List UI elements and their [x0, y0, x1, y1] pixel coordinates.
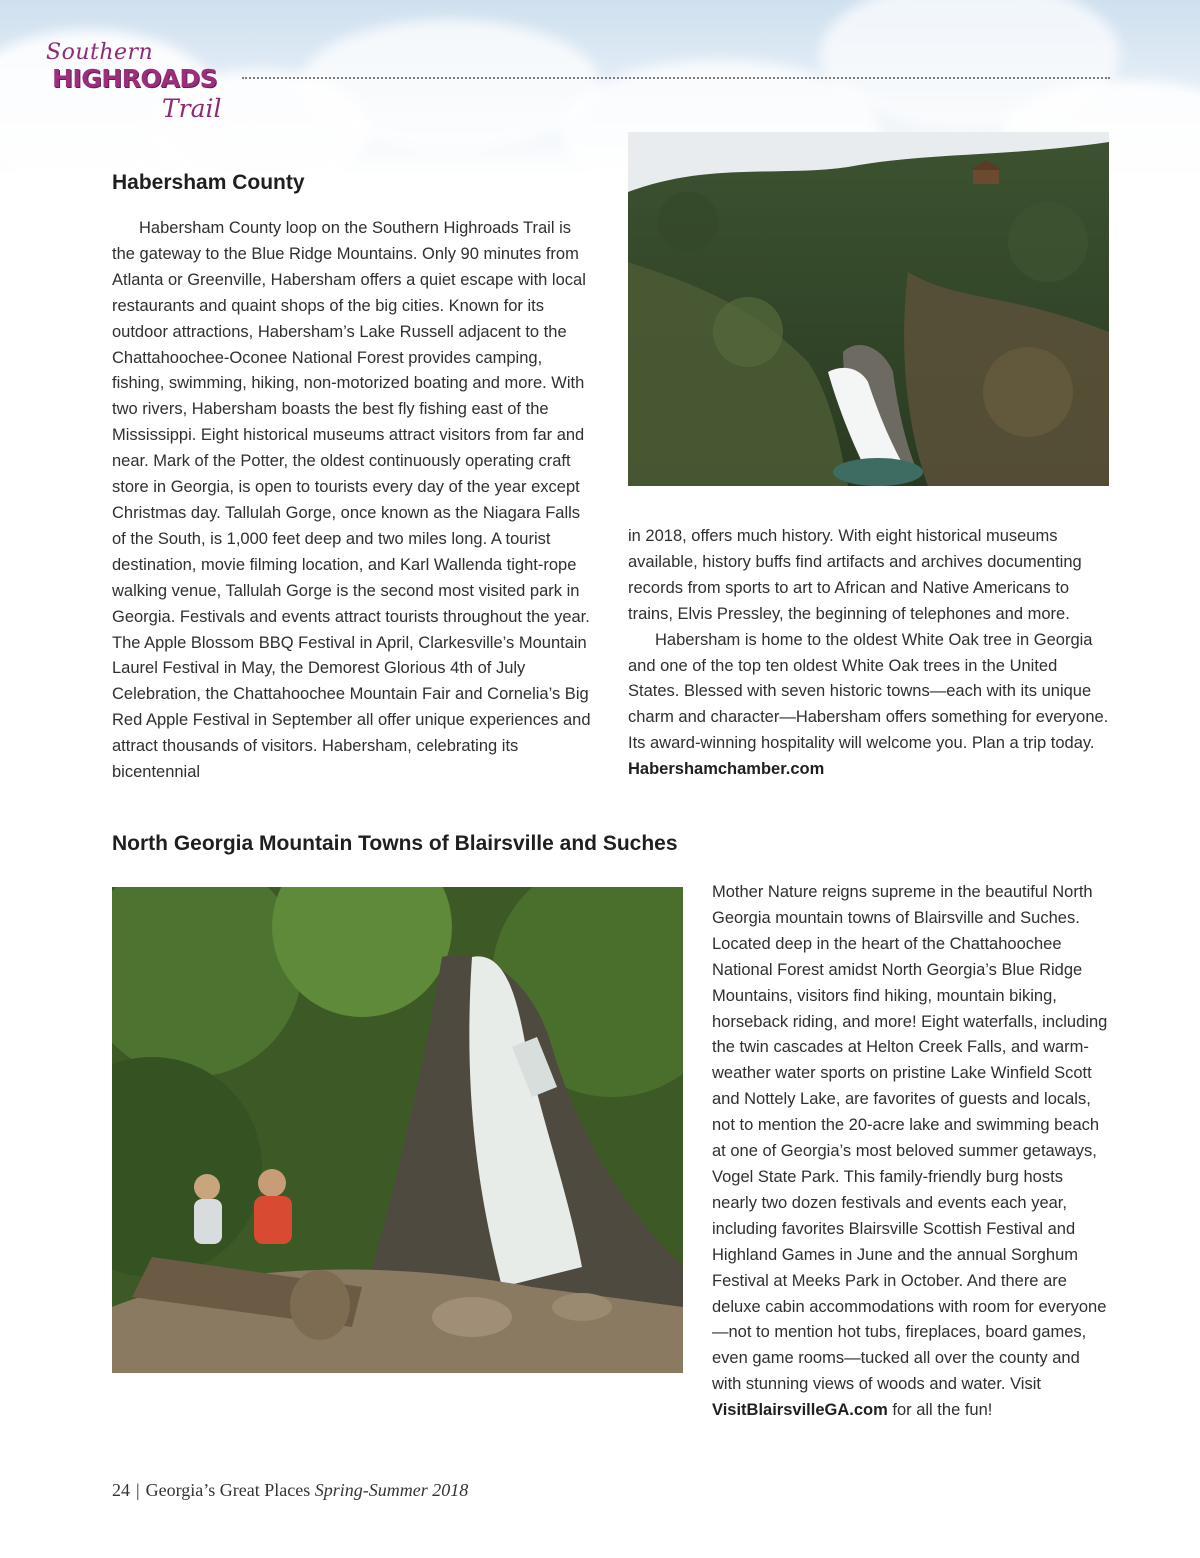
waterfall-illustration — [112, 887, 683, 1373]
section-heading-blairsville: North Georgia Mountain Towns of Blairsville and Suches — [112, 832, 678, 855]
habersham-paragraph-3 — [628, 628, 1110, 783]
visit-blairsville-link[interactable]: VisitBlairsvilleGA.com — [712, 1401, 888, 1420]
habersham-paragraph-1: Habersham County loop on the Southern Highroads Trail is the gateway to the Blue Ridge Mountains. Only 90 minutes from Atlanta or Greenville, Habersham offers a quiet escape with local restaurants and quaint shops of the big cities. Known for its outdoor attractions, Habersham’s Lake Russell adjacent to the Chattahoochee-Oconee National Forest provides camping, fishing, swimming, hiking, non-motorized boating and more. With two rivers, Habersham boasts the best fly fishing east of the Mississippi. Eight historical museums attract visitors from far and near. Mark of the Potter, the oldest continuously operating craft store in Georgia, is open to tourists every day of the year except Christmas day. Tallulah Gorge, once known as the Niagara Falls of the South, is 1,000 feet deep and two miles long. A tourist destination, movie filming location, and Karl Wallenda tight-rope walking venue, Tallulah Gorge is the second most visited park in Georgia. Festivals and events attract tourists throughout the year. The Apple Blossom BBQ Festival in April, Clarkesville’s Mountain Laurel Festival in May, the Demorest Glorious 4th of July Celebration, the Chattahoochee Mountain Fair and Cornelia’s Big Red Apple Festival in September all offer unique experiences and attract thousands of visitors. Habersham, celebrating its bicentennial — [112, 219, 591, 782]
habersham-paragraph-3-text: Habersham is home to the oldest White Oak tree in Georgia and one of the top ten oldest White Oak trees in the United States. Blessed with seven historic towns—each with its unique charm and character—Habersham offers something for everyone. Its award-winning hospitality will welcome you. Plan a trip today. — [628, 630, 1109, 753]
logo-script-top: Southern — [46, 40, 154, 65]
header-dotted-divider — [242, 77, 1110, 79]
southern-highroads-trail-logo — [38, 40, 253, 145]
helton-creek-falls-photo — [112, 887, 683, 1373]
habersham-chamber-link[interactable]: Habershamchamber.com — [628, 760, 825, 779]
page-number: 24 — [112, 1480, 130, 1500]
section-heading-habersham: Habersham County — [112, 171, 305, 194]
logo-script-bottom: Trail — [162, 94, 222, 123]
tallulah-gorge-illustration — [628, 132, 1109, 486]
logo-main-text: HIGHROADS — [52, 64, 218, 93]
blairsville-paragraph-end: for all the fun! — [892, 1401, 993, 1420]
tallulah-gorge-photo — [628, 132, 1109, 486]
footer-separator: | — [136, 1480, 140, 1500]
blairsville-paragraph — [712, 880, 1112, 1424]
page-footer — [112, 1480, 468, 1501]
habersham-column-2 — [628, 524, 1110, 783]
overlook-structure — [973, 170, 999, 184]
publication-name: Georgia’s Great Places — [145, 1480, 311, 1500]
cloud-shape — [300, 20, 600, 150]
habersham-paragraph-2: in 2018, offers much history. With eight historical museums available, history buffs find artifacts and archives documenting records from sports to art to African and Native Americans to trains, Elvis Pressley, the beginning of telephones and more. — [628, 527, 1082, 623]
blairsville-paragraph-text: Mother Nature reigns supreme in the beautiful North Georgia mountain towns of Blairsville and Suches. Located deep in the heart of the Chattahoochee National Forest amidst North Georgia’s Blue Ridge Mountains, visitors find hiking, mountain biking, horseback riding, and more! Eight waterfalls, including the twin cascades at Helton Creek Falls, and warm-weather water sports on pristine Lake Winfield Scott and Nottely Lake, are favorites of guests and locals, not to mention the 20-acre lake and swimming beach at one of Georgia’s most beloved summer getaways, Vogel State Park. This family-friendly burg hosts nearly two dozen festivals and events each year, including favorites Blairsville Scottish Festival and Highland Games in June and the annual Sorghum Festival at Meeks Park in October. And there are deluxe cabin accommodations with room for everyone—not to mention hot tubs, fireplaces, board games, even game rooms—tucked all over the county and with stunning views of woods and water. Visit — [712, 883, 1108, 1394]
issue-name: Spring-Summer 2018 — [314, 1480, 469, 1500]
blairsville-column — [712, 880, 1112, 1424]
habersham-column-1 — [112, 216, 592, 786]
